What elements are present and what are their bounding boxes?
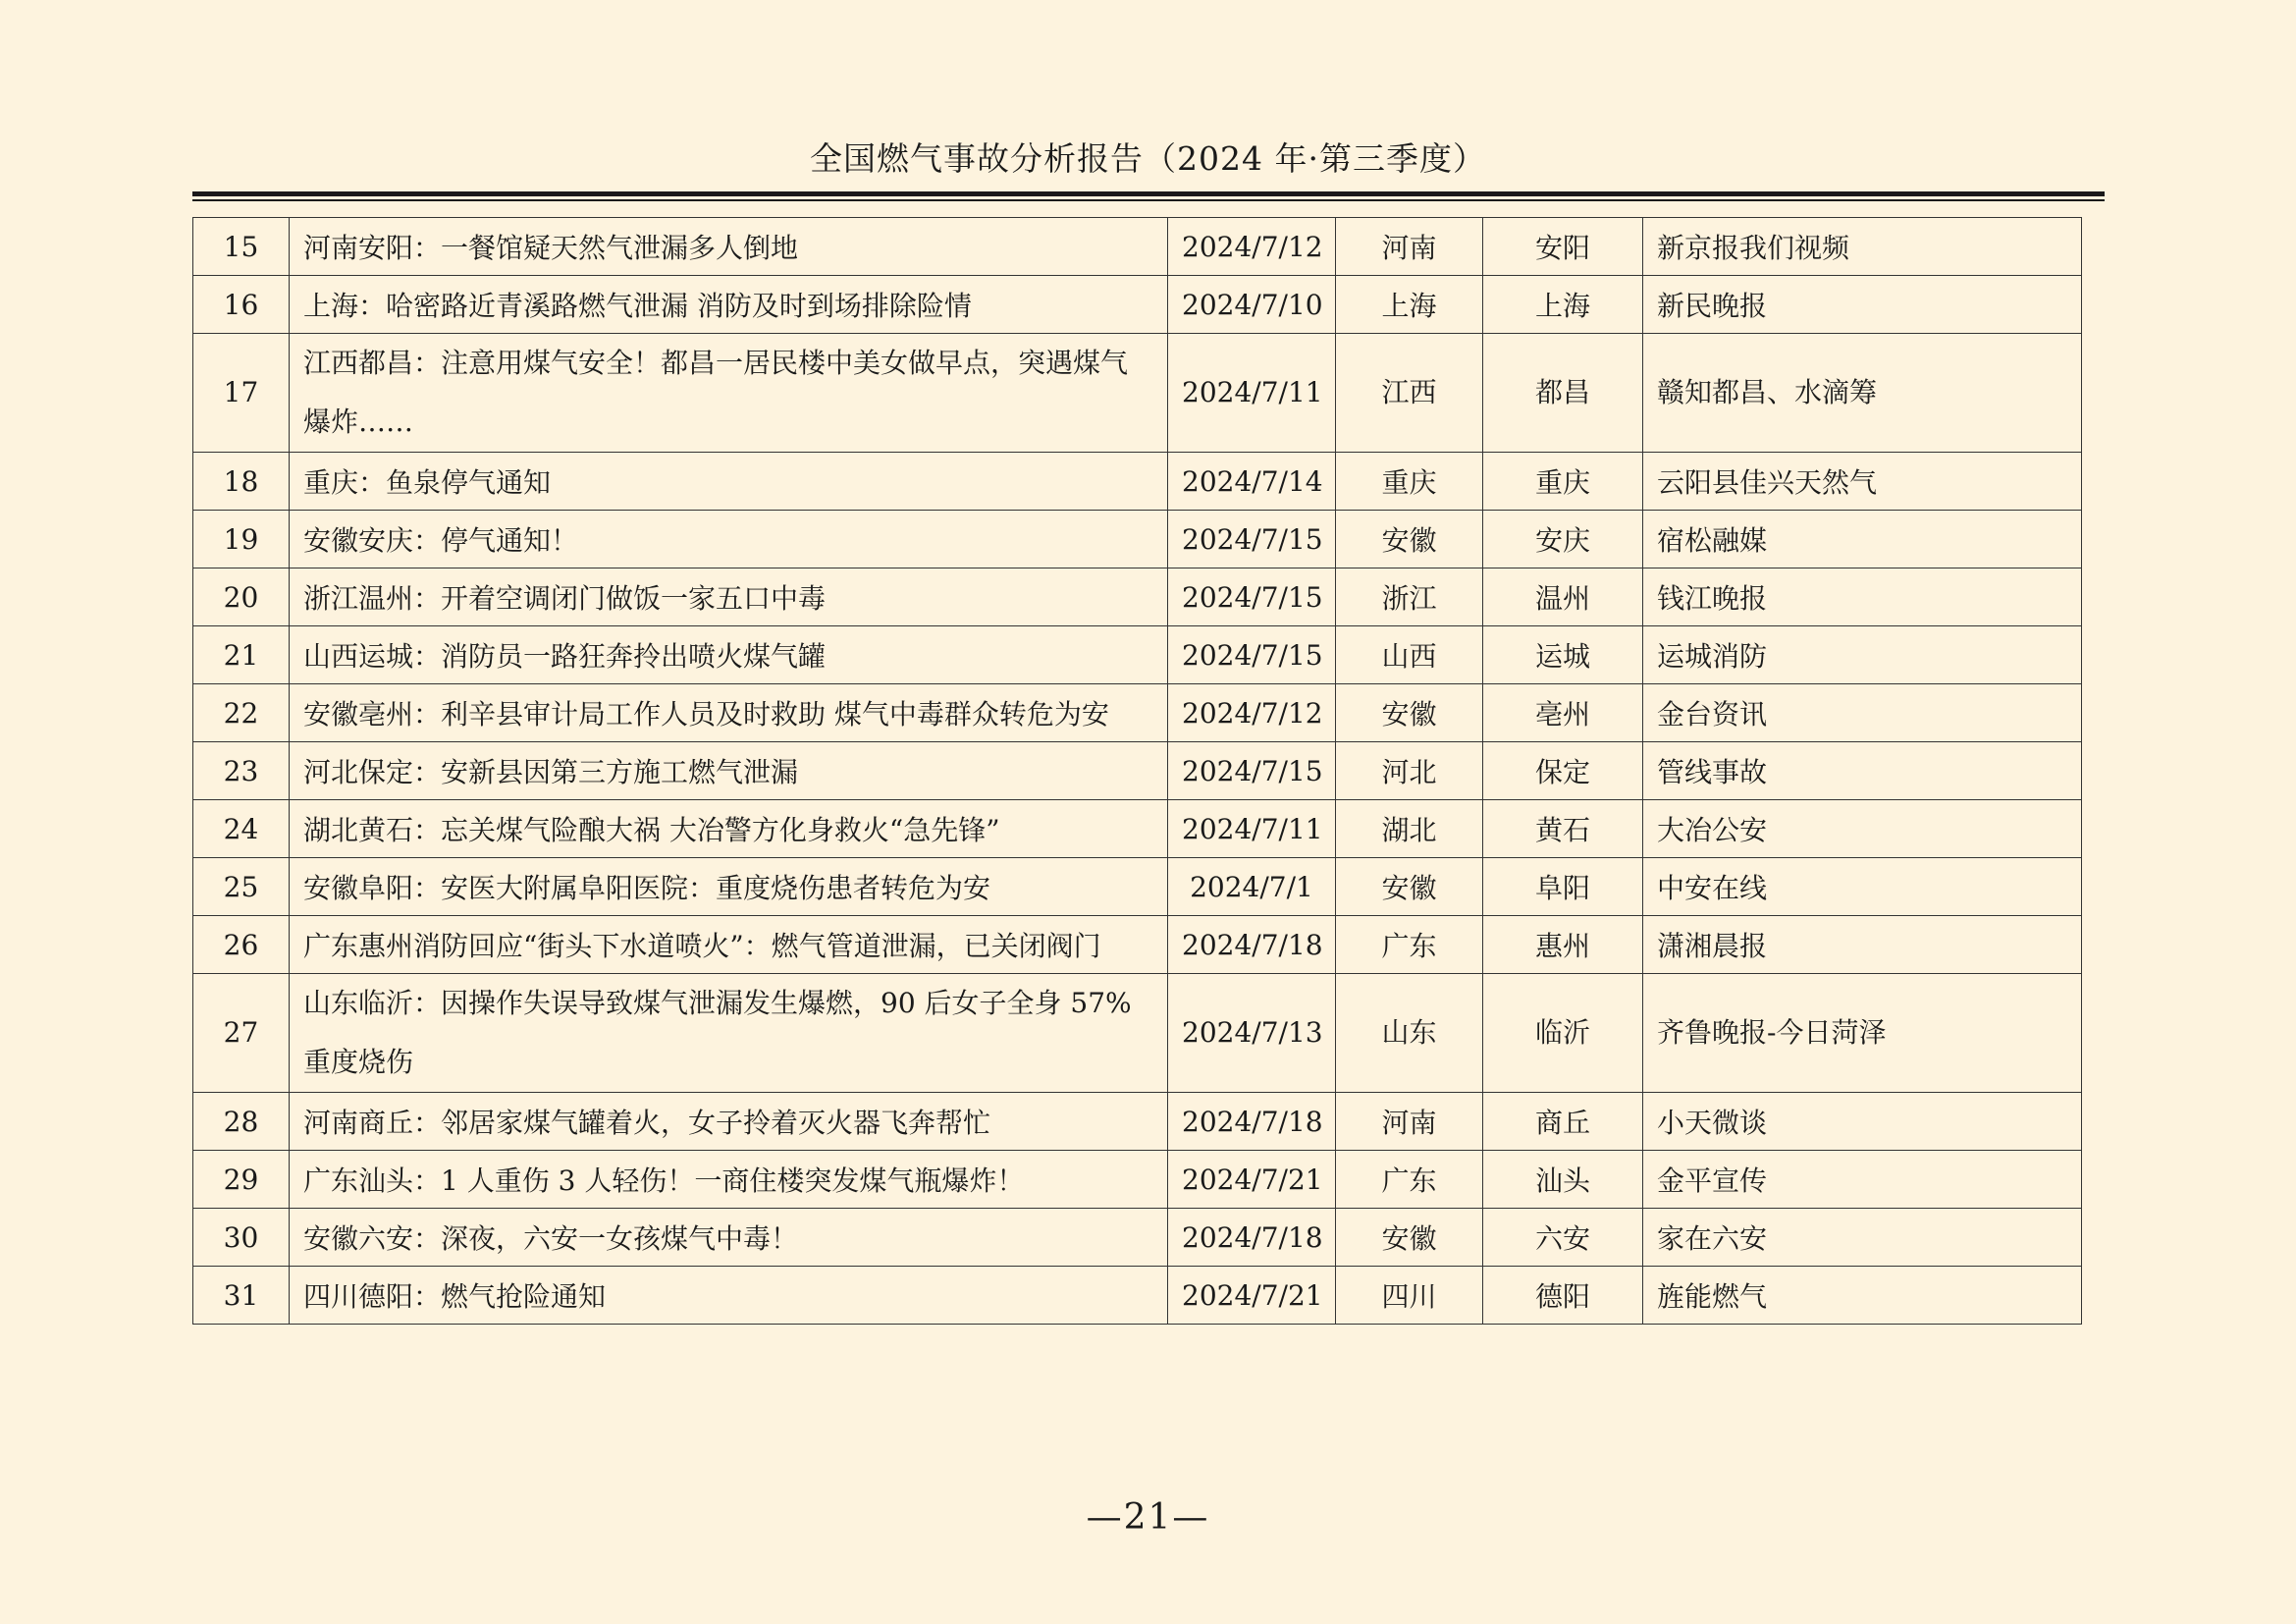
incident-date-cell: 2024/7/12 (1168, 684, 1336, 742)
province-cell: 河南 (1336, 218, 1483, 276)
city-cell: 运城 (1483, 626, 1643, 684)
incident-date-cell: 2024/7/14 (1168, 453, 1336, 511)
incident-date-cell: 2024/7/11 (1168, 334, 1336, 453)
incident-title-cell: 湖北黄石：忘关煤气险酿大祸 大冶警方化身救火“急先锋” (290, 800, 1168, 858)
incident-date-cell: 2024/7/18 (1168, 1093, 1336, 1151)
incident-title-cell: 浙江温州：开着空调闭门做饭一家五口中毒 (290, 568, 1168, 626)
province-cell: 广东 (1336, 916, 1483, 974)
incident-title-cell: 山东临沂：因操作失误导致煤气泄漏发生爆燃，90 后女子全身 57%重度烧伤 (290, 974, 1168, 1093)
news-source-cell: 中安在线 (1643, 858, 2082, 916)
row-number-cell: 17 (193, 334, 290, 453)
table-row (193, 742, 2082, 800)
row-number-cell: 15 (193, 218, 290, 276)
city-cell: 温州 (1483, 568, 1643, 626)
city-cell: 都昌 (1483, 334, 1643, 453)
table-row (193, 276, 2082, 334)
news-source-cell: 管线事故 (1643, 742, 2082, 800)
news-source-cell: 潇湘晨报 (1643, 916, 2082, 974)
row-number-cell: 31 (193, 1267, 290, 1325)
province-cell: 江西 (1336, 334, 1483, 453)
city-cell: 六安 (1483, 1209, 1643, 1267)
row-number-cell: 20 (193, 568, 290, 626)
province-cell: 安徽 (1336, 1209, 1483, 1267)
table-row (193, 858, 2082, 916)
news-source-cell: 新京报我们视频 (1643, 218, 2082, 276)
table-row (193, 1209, 2082, 1267)
city-cell: 德阳 (1483, 1267, 1643, 1325)
incident-date-cell: 2024/7/18 (1168, 1209, 1336, 1267)
incident-title-cell: 安徽阜阳：安医大附属阜阳医院：重度烧伤患者转危为安 (290, 858, 1168, 916)
city-cell: 惠州 (1483, 916, 1643, 974)
city-cell: 保定 (1483, 742, 1643, 800)
incident-title-cell: 江西都昌：注意用煤气安全！都昌一居民楼中美女做早点，突遇煤气爆炸…… (290, 334, 1168, 453)
city-cell: 亳州 (1483, 684, 1643, 742)
header-rule-thick (192, 191, 2105, 196)
city-cell: 汕头 (1483, 1151, 1643, 1209)
incident-date-cell: 2024/7/1 (1168, 858, 1336, 916)
news-source-cell: 赣知都昌、水滴筹 (1643, 334, 2082, 453)
incident-title-cell: 安徽亳州：利辛县审计局工作人员及时救助 煤气中毒群众转危为安 (290, 684, 1168, 742)
province-cell: 上海 (1336, 276, 1483, 334)
news-source-cell: 家在六安 (1643, 1209, 2082, 1267)
province-cell: 四川 (1336, 1267, 1483, 1325)
city-cell: 商丘 (1483, 1093, 1643, 1151)
incident-date-cell: 2024/7/15 (1168, 742, 1336, 800)
table-row (193, 684, 2082, 742)
news-source-cell: 齐鲁晚报-今日菏泽 (1643, 974, 2082, 1093)
table-row (193, 453, 2082, 511)
incident-title-cell: 四川德阳：燃气抢险通知 (290, 1267, 1168, 1325)
incident-title-cell: 广东汕头：1 人重伤 3 人轻伤！一商住楼突发煤气瓶爆炸！ (290, 1151, 1168, 1209)
province-cell: 安徽 (1336, 511, 1483, 568)
incident-title-cell: 山西运城：消防员一路狂奔拎出喷火煤气罐 (290, 626, 1168, 684)
incident-table-body (193, 218, 2082, 1325)
table-row (193, 568, 2082, 626)
province-cell: 山西 (1336, 626, 1483, 684)
incident-title-cell: 河北保定：安新县因第三方施工燃气泄漏 (290, 742, 1168, 800)
news-source-cell: 金平宣传 (1643, 1151, 2082, 1209)
header-rule-thin (192, 199, 2105, 201)
row-number-cell: 21 (193, 626, 290, 684)
news-source-cell: 云阳县佳兴天然气 (1643, 453, 2082, 511)
table-row (193, 1093, 2082, 1151)
row-number-cell: 16 (193, 276, 290, 334)
city-cell: 黄石 (1483, 800, 1643, 858)
incident-date-cell: 2024/7/15 (1168, 568, 1336, 626)
province-cell: 河北 (1336, 742, 1483, 800)
incident-title-cell: 安徽安庆：停气通知！ (290, 511, 1168, 568)
page-number: —21— (1086, 1497, 1210, 1538)
incident-date-cell: 2024/7/15 (1168, 626, 1336, 684)
incident-table (192, 217, 2082, 1325)
row-number-cell: 18 (193, 453, 290, 511)
row-number-cell: 26 (193, 916, 290, 974)
row-number-cell: 27 (193, 974, 290, 1093)
incident-title-cell: 河南商丘：邻居家煤气罐着火，女子拎着灭火器飞奔帮忙 (290, 1093, 1168, 1151)
incident-date-cell: 2024/7/12 (1168, 218, 1336, 276)
row-number-cell: 25 (193, 858, 290, 916)
table-row (193, 511, 2082, 568)
news-source-cell: 大冶公安 (1643, 800, 2082, 858)
table-row (193, 800, 2082, 858)
incident-date-cell: 2024/7/21 (1168, 1267, 1336, 1325)
incident-title-cell: 重庆：鱼泉停气通知 (290, 453, 1168, 511)
incident-title-cell: 安徽六安：深夜，六安一女孩煤气中毒！ (290, 1209, 1168, 1267)
incident-date-cell: 2024/7/11 (1168, 800, 1336, 858)
row-number-cell: 29 (193, 1151, 290, 1209)
row-number-cell: 28 (193, 1093, 290, 1151)
incident-date-cell: 2024/7/21 (1168, 1151, 1336, 1209)
city-cell: 安庆 (1483, 511, 1643, 568)
incident-title-cell: 河南安阳：一餐馆疑天然气泄漏多人倒地 (290, 218, 1168, 276)
city-cell: 阜阳 (1483, 858, 1643, 916)
incident-date-cell: 2024/7/18 (1168, 916, 1336, 974)
city-cell: 重庆 (1483, 453, 1643, 511)
province-cell: 山东 (1336, 974, 1483, 1093)
table-row (193, 1267, 2082, 1325)
incident-title-cell: 上海：哈密路近青溪路燃气泄漏 消防及时到场排除险情 (290, 276, 1168, 334)
table-row (193, 1151, 2082, 1209)
row-number-cell: 22 (193, 684, 290, 742)
city-cell: 上海 (1483, 276, 1643, 334)
province-cell: 安徽 (1336, 684, 1483, 742)
city-cell: 安阳 (1483, 218, 1643, 276)
province-cell: 河南 (1336, 1093, 1483, 1151)
row-number-cell: 19 (193, 511, 290, 568)
incident-title-cell: 广东惠州消防回应“街头下水道喷火”：燃气管道泄漏，已关闭阀门 (290, 916, 1168, 974)
page-header-title: 全国燃气事故分析报告（2024 年·第三季度） (810, 139, 1486, 178)
news-source-cell: 钱江晚报 (1643, 568, 2082, 626)
table-row (193, 974, 2082, 1093)
table-row (193, 334, 2082, 453)
table-row (193, 916, 2082, 974)
news-source-cell: 运城消防 (1643, 626, 2082, 684)
news-source-cell: 新民晚报 (1643, 276, 2082, 334)
incident-date-cell: 2024/7/13 (1168, 974, 1336, 1093)
row-number-cell: 23 (193, 742, 290, 800)
news-source-cell: 小天微谈 (1643, 1093, 2082, 1151)
table-row (193, 218, 2082, 276)
incident-date-cell: 2024/7/15 (1168, 511, 1336, 568)
province-cell: 安徽 (1336, 858, 1483, 916)
province-cell: 湖北 (1336, 800, 1483, 858)
province-cell: 重庆 (1336, 453, 1483, 511)
news-source-cell: 宿松融媒 (1643, 511, 2082, 568)
row-number-cell: 30 (193, 1209, 290, 1267)
incident-date-cell: 2024/7/10 (1168, 276, 1336, 334)
city-cell: 临沂 (1483, 974, 1643, 1093)
row-number-cell: 24 (193, 800, 290, 858)
news-source-cell: 旌能燃气 (1643, 1267, 2082, 1325)
province-cell: 浙江 (1336, 568, 1483, 626)
table-row (193, 626, 2082, 684)
province-cell: 广东 (1336, 1151, 1483, 1209)
news-source-cell: 金台资讯 (1643, 684, 2082, 742)
